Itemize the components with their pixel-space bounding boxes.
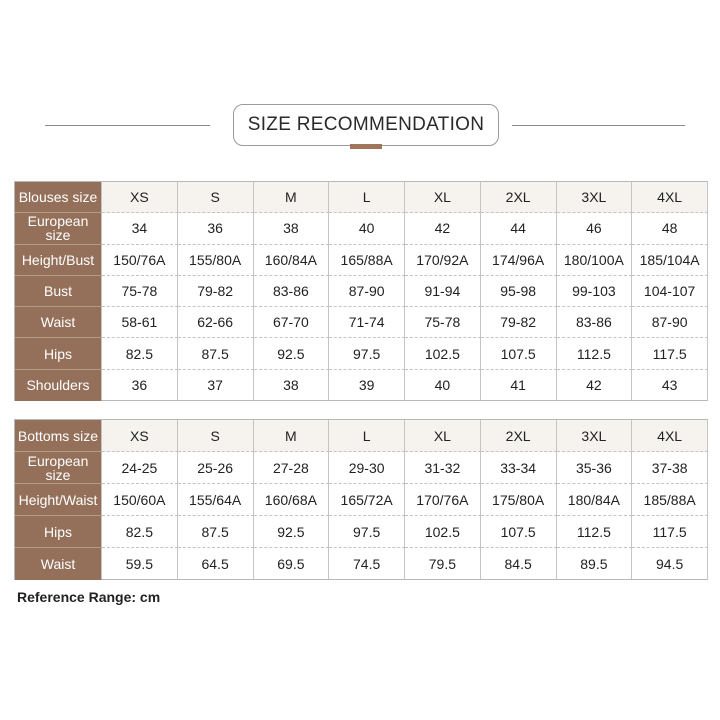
table-cell: 42	[557, 370, 633, 401]
size-header-cell: 2XL	[481, 182, 557, 213]
row-label: Shoulders	[15, 370, 102, 401]
size-header-cell: 3XL	[557, 182, 633, 213]
table-cell: 33-34	[481, 452, 557, 484]
size-header-cell: M	[254, 182, 330, 213]
table-cell: 37-38	[632, 452, 708, 484]
size-header-cell: L	[329, 182, 405, 213]
table-cell: 34	[102, 213, 178, 244]
table-cell: 185/88A	[632, 484, 708, 516]
table-cell: 180/84A	[557, 484, 633, 516]
table-cell: 24-25	[102, 452, 178, 484]
table-cell: 97.5	[329, 338, 405, 369]
row-label: Hips	[15, 338, 102, 369]
blouses-size-table	[14, 181, 708, 401]
table-cell: 170/92A	[405, 245, 481, 276]
table-cell: 38	[254, 370, 330, 401]
table-cell: 107.5	[481, 516, 557, 548]
row-label: Bottoms size	[15, 420, 102, 452]
table-cell: 91-94	[405, 276, 481, 307]
table-cell: 102.5	[405, 516, 481, 548]
size-header-cell: 4XL	[632, 182, 708, 213]
table-row	[15, 484, 708, 516]
table-cell: 25-26	[178, 452, 254, 484]
table-cell: 36	[178, 213, 254, 244]
table-cell: 87-90	[632, 307, 708, 338]
size-header-cell: M	[254, 420, 330, 452]
table-cell: 165/72A	[329, 484, 405, 516]
table-cell: 27-28	[254, 452, 330, 484]
table-cell: 37	[178, 370, 254, 401]
table-cell: 67-70	[254, 307, 330, 338]
table-cell: 79-82	[178, 276, 254, 307]
table-cell: 104-107	[632, 276, 708, 307]
table-cell: 83-86	[254, 276, 330, 307]
table-cell: 42	[405, 213, 481, 244]
table-cell: 112.5	[557, 516, 633, 548]
row-label: Height/Waist	[15, 484, 102, 516]
table-cell: 38	[254, 213, 330, 244]
table-cell: 97.5	[329, 516, 405, 548]
table-cell: 44	[481, 213, 557, 244]
table-cell: 185/104A	[632, 245, 708, 276]
table-cell: 87.5	[178, 338, 254, 369]
row-label: Bust	[15, 276, 102, 307]
table-cell: 174/96A	[481, 245, 557, 276]
table-cell: 99-103	[557, 276, 633, 307]
reference-note: Reference Range: cm	[17, 589, 161, 605]
table-cell: 71-74	[329, 307, 405, 338]
row-label: Height/Bust	[15, 245, 102, 276]
row-label: Waist	[15, 307, 102, 338]
table-cell: 64.5	[178, 548, 254, 580]
table-cell: 35-36	[557, 452, 633, 484]
table-cell: 94.5	[632, 548, 708, 580]
table-cell: 117.5	[632, 516, 708, 548]
table-cell: 82.5	[102, 338, 178, 369]
size-header-cell: 2XL	[481, 420, 557, 452]
table-cell: 150/76A	[102, 245, 178, 276]
table-cell: 92.5	[254, 338, 330, 369]
table-cell: 75-78	[405, 307, 481, 338]
table-cell: 87-90	[329, 276, 405, 307]
table-cell: 41	[481, 370, 557, 401]
table-cell: 74.5	[329, 548, 405, 580]
row-label: Blouses size	[15, 182, 102, 213]
page-title: SIZE RECOMMENDATION	[233, 104, 499, 146]
table-cell: 150/60A	[102, 484, 178, 516]
table-cell: 48	[632, 213, 708, 244]
table-row	[15, 338, 708, 369]
table-cell: 43	[632, 370, 708, 401]
size-header-cell: 4XL	[632, 420, 708, 452]
row-label: Waist	[15, 548, 102, 580]
table-row	[15, 182, 708, 213]
table-cell: 46	[557, 213, 633, 244]
table-cell: 58-61	[102, 307, 178, 338]
size-header-cell: XS	[102, 420, 178, 452]
table-cell: 39	[329, 370, 405, 401]
table-cell: 82.5	[102, 516, 178, 548]
table-cell: 40	[329, 213, 405, 244]
size-header-cell: 3XL	[557, 420, 633, 452]
table-cell: 79.5	[405, 548, 481, 580]
size-header-cell: S	[178, 182, 254, 213]
table-row	[15, 276, 708, 307]
table-row	[15, 245, 708, 276]
table-row	[15, 307, 708, 338]
table-cell: 165/88A	[329, 245, 405, 276]
size-header-cell: XL	[405, 420, 481, 452]
size-header-cell: L	[329, 420, 405, 452]
bottoms-size-table	[14, 419, 708, 580]
table-cell: 36	[102, 370, 178, 401]
table-cell: 84.5	[481, 548, 557, 580]
table-cell: 29-30	[329, 452, 405, 484]
table-cell: 87.5	[178, 516, 254, 548]
table-cell: 69.5	[254, 548, 330, 580]
table-cell: 117.5	[632, 338, 708, 369]
title-accent-bar	[350, 144, 382, 149]
table-row	[15, 516, 708, 548]
size-header-cell: XL	[405, 182, 481, 213]
row-label: Hips	[15, 516, 102, 548]
table-cell: 95-98	[481, 276, 557, 307]
table-cell: 155/64A	[178, 484, 254, 516]
table-cell: 160/68A	[254, 484, 330, 516]
table-cell: 89.5	[557, 548, 633, 580]
table-row	[15, 370, 708, 401]
title-divider-right	[512, 125, 685, 126]
table-row	[15, 452, 708, 484]
table-cell: 31-32	[405, 452, 481, 484]
table-cell: 180/100A	[557, 245, 633, 276]
table-row	[15, 213, 708, 244]
size-header-cell: XS	[102, 182, 178, 213]
table-cell: 62-66	[178, 307, 254, 338]
table-cell: 155/80A	[178, 245, 254, 276]
table-cell: 59.5	[102, 548, 178, 580]
table-cell: 160/84A	[254, 245, 330, 276]
title-row	[0, 100, 720, 152]
size-header-cell: S	[178, 420, 254, 452]
table-cell: 170/76A	[405, 484, 481, 516]
table-cell: 79-82	[481, 307, 557, 338]
table-cell: 107.5	[481, 338, 557, 369]
table-cell: 112.5	[557, 338, 633, 369]
table-cell: 102.5	[405, 338, 481, 369]
table-cell: 75-78	[102, 276, 178, 307]
table-cell: 92.5	[254, 516, 330, 548]
row-label: European size	[15, 213, 102, 244]
table-row	[15, 548, 708, 580]
row-label: European size	[15, 452, 102, 484]
table-cell: 83-86	[557, 307, 633, 338]
table-cell: 40	[405, 370, 481, 401]
title-divider-left	[45, 125, 210, 126]
table-row	[15, 420, 708, 452]
table-cell: 175/80A	[481, 484, 557, 516]
